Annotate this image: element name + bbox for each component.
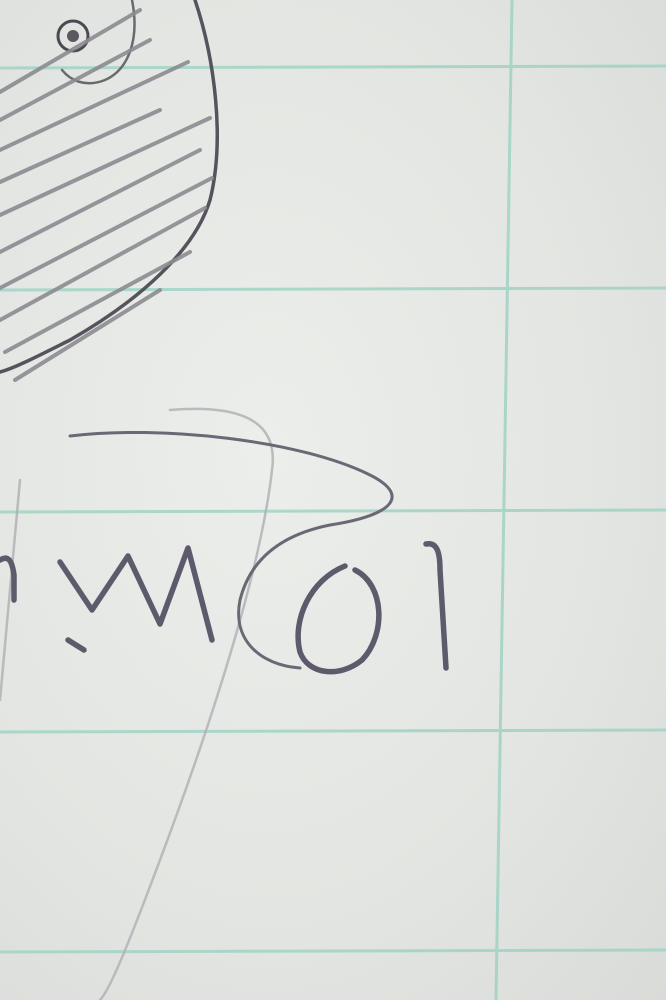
grid-line-v1 — [496, 0, 512, 1000]
pencil-sketch-shape — [0, 0, 217, 380]
grid-line-h4 — [0, 730, 666, 732]
ink-arc-stroke — [70, 432, 392, 668]
handwritten-label-wp01 — [0, 544, 446, 672]
faint-pencil-stroke — [0, 409, 273, 1000]
grid-line-h3 — [0, 510, 666, 512]
grid-line-h5 — [0, 950, 666, 952]
grid-line-h2 — [0, 288, 666, 290]
